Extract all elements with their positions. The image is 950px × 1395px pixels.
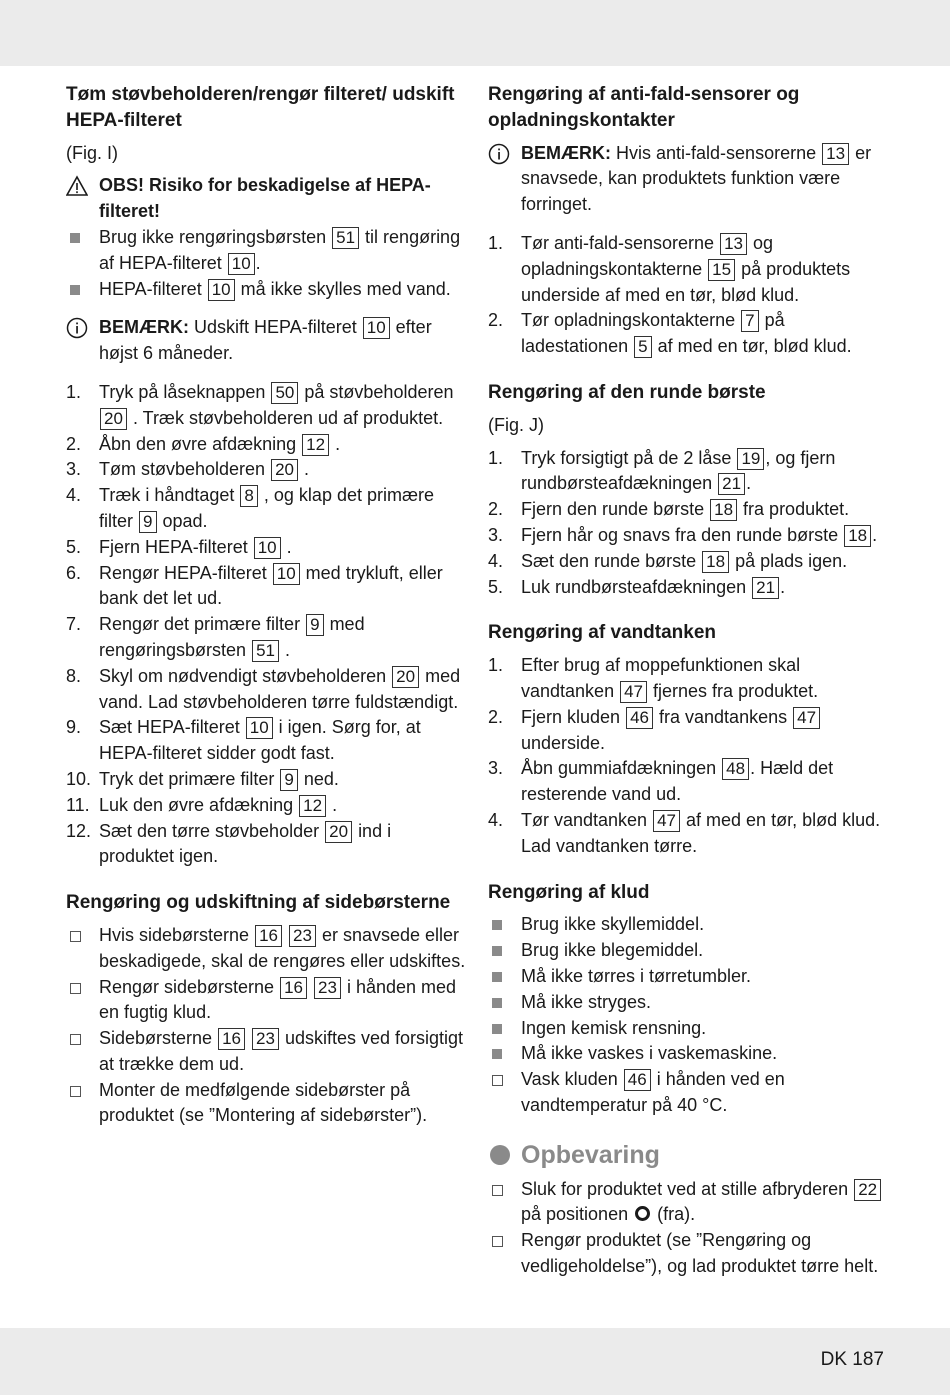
list-item: Sidebørsterne 16 23 udskiftes ved forsigtigt at trække dem ud. xyxy=(66,1026,466,1078)
list-item: Brug ikke blegemiddel. xyxy=(488,938,884,964)
list-item: 3. Åbn gummiafdækningen 48 . Hæld det resterende vand ud. xyxy=(488,758,834,805)
section-title: Rengøring af anti-fald-sensorer og opladningskontakter xyxy=(488,84,800,131)
section-title: Rengøring af klud xyxy=(488,881,650,903)
bullet-square-icon xyxy=(492,972,502,982)
step-item: 2. Åbn den øvre afdækning 12 . xyxy=(66,433,341,454)
left-column xyxy=(66,82,466,1129)
step-list xyxy=(66,380,466,870)
bullet-open-square-icon xyxy=(492,1075,503,1086)
bullet-square-icon xyxy=(70,285,80,295)
list-item: 1. Tryk forsigtigt på de 2 låse 19 , og fjern rundbørsteafdækningen 21 . xyxy=(488,447,836,494)
footer-bar xyxy=(0,1328,950,1395)
figure-reference: (Fig. I) xyxy=(66,142,118,163)
info-note: BEMÆRK: Udskift HEPA-filteret 10 efter højst 6 måneder. xyxy=(66,315,466,367)
warning-text: OBS! Risiko for beskadigelse af HEPA-filteret! xyxy=(99,175,431,222)
bullet-square-icon xyxy=(492,1024,502,1034)
step-item: 6. Rengør HEPA-filteret 10 med trykluft, eller bank det let ud. xyxy=(66,562,443,609)
section-title: Tøm støvbeholderen/rengør filteret/ udskift HEPA-filteret xyxy=(66,84,455,131)
list-item: Hvis sidebørsterne 16 23 er snavsede eller beskadigede, skal de rengøres eller udskiftes. xyxy=(66,923,466,975)
step-item: 11. Luk den øvre afdækning 12 . xyxy=(66,794,338,815)
warning-note xyxy=(66,173,466,225)
warning-icon xyxy=(66,175,88,197)
step-item: 4. Træk i håndtaget 8 , og klap det primære filter 9 opad. xyxy=(66,485,434,531)
list-item: 3. Fjern hår og snavs fra den runde børste 18 . xyxy=(488,524,878,545)
bullet-open-square-icon xyxy=(70,983,81,994)
list-item: 2. Fjern den runde børste 18 fra produktet. xyxy=(488,499,850,520)
list-item: Må ikke stryges. xyxy=(488,990,884,1016)
chapter-dot-icon xyxy=(490,1145,510,1165)
section-title: Rengøring af den runde børste xyxy=(488,381,766,403)
figure-reference: (Fig. J) xyxy=(488,414,544,435)
list-item: 1. Efter brug af moppefunktionen skal vandtanken 47 fjernes fra produktet. xyxy=(488,655,819,701)
right-column xyxy=(488,82,884,1280)
info-icon xyxy=(66,317,88,339)
header-bar xyxy=(0,0,950,66)
list-item: 2. Fjern kluden 46 fra vandtankens 47 underside. xyxy=(488,705,884,757)
list-item: Vask kluden 46 i hånden ved en vandtemperatur på 40 °C. xyxy=(488,1067,884,1119)
list-item: Rengør sidebørsterne 16 23 i hånden med en fugtig klud. xyxy=(66,975,466,1027)
step-item: 5. Fjern HEPA-filteret 10 . xyxy=(66,536,292,557)
step-item: 10. Tryk det primære filter 9 ned. xyxy=(66,768,339,789)
list-item: 1. Tør anti-fald-sensorerne 13 og opladningskontakterne 15 på produktets underside af med en tør, blød klud. xyxy=(488,232,851,305)
list-item: Rengør produktet (se ”Rengøring og vedligeholdelse”), og lad produktet tørre helt. xyxy=(488,1228,884,1280)
section-title: Rengøring af vandtanken xyxy=(488,622,717,644)
bullet-open-square-icon xyxy=(492,1236,503,1247)
bullet-open-square-icon xyxy=(70,1086,81,1097)
list-item: Brug ikke skyllemiddel. xyxy=(488,912,884,938)
step-item: 1. Tryk på låseknappen 50 på støvbeholderen 20 . Træk støvbeholderen ud af produktet. xyxy=(66,381,454,428)
section-title: Rengøring og udskiftning af sidebørsterne xyxy=(66,892,451,914)
off-symbol-icon xyxy=(635,1206,650,1221)
bullet-square-icon xyxy=(492,946,502,956)
list-item: HEPA-filteret 10 må ikke skylles med vand. xyxy=(66,277,466,303)
bullet-open-square-icon xyxy=(492,1185,503,1196)
step-item: 12. Sæt den tørre støvbeholder 20 ind i produktet igen. xyxy=(66,820,392,867)
list-item: Må ikke vaskes i vaskemaskine. xyxy=(488,1041,884,1067)
page-number: DK 187 xyxy=(820,1349,884,1370)
info-note: BEMÆRK: Hvis anti-fald-sensorerne 13 er snavsede, kan produktets funktion være forringet. xyxy=(488,141,884,218)
bullet-square-icon xyxy=(492,1049,502,1059)
info-icon xyxy=(488,143,510,165)
bullet-open-square-icon xyxy=(70,931,81,942)
chapter-title: Opbevaring xyxy=(488,1139,884,1171)
step-item: 3. Tøm støvbeholderen 20 . xyxy=(66,459,310,480)
list-item: 4. Tør vandtanken 47 af med en tør, blød klud. Lad vandtanken tørre. xyxy=(488,809,881,856)
list-item: Sluk for produktet ved at stille afbryderen 22 på positionen (fra). xyxy=(488,1177,884,1229)
bullet-open-square-icon xyxy=(70,1034,81,1045)
bullet-square-icon xyxy=(70,233,80,243)
step-item: 8. Skyl om nødvendigt støvbeholderen 20 med vand. Lad støvbeholderen tørre fuldstændigt. xyxy=(66,665,461,712)
list-item: 5. Luk rundbørsteafdækningen 21 . xyxy=(488,576,786,597)
bullet-square-icon xyxy=(492,920,502,930)
step-item: 9. Sæt HEPA-filteret 10 i igen. Sørg for, at HEPA-filteret sidder godt fast. xyxy=(66,717,421,764)
list-item: Monter de medfølgende sidebørster på produktet (se ”Montering af sidebørster”). xyxy=(66,1078,466,1130)
step-item: 7. Rengør det primære filter 9 med rengøringsbørsten 51 . xyxy=(66,614,365,660)
bullet-square-icon xyxy=(492,998,502,1008)
list-item: Må ikke tørres i tørretumbler. xyxy=(488,964,884,990)
list-item: 2. Tør opladningskontakterne 7 på ladestationen 5 af med en tør, blød klud. xyxy=(488,310,852,357)
list-item: Brug ikke rengøringsbørsten 51 til rengøring af HEPA-filteret 10 . xyxy=(66,225,466,277)
list-item: Ingen kemisk rensning. xyxy=(488,1016,884,1042)
list-item: 4. Sæt den runde børste 18 på plads igen. xyxy=(488,550,848,571)
